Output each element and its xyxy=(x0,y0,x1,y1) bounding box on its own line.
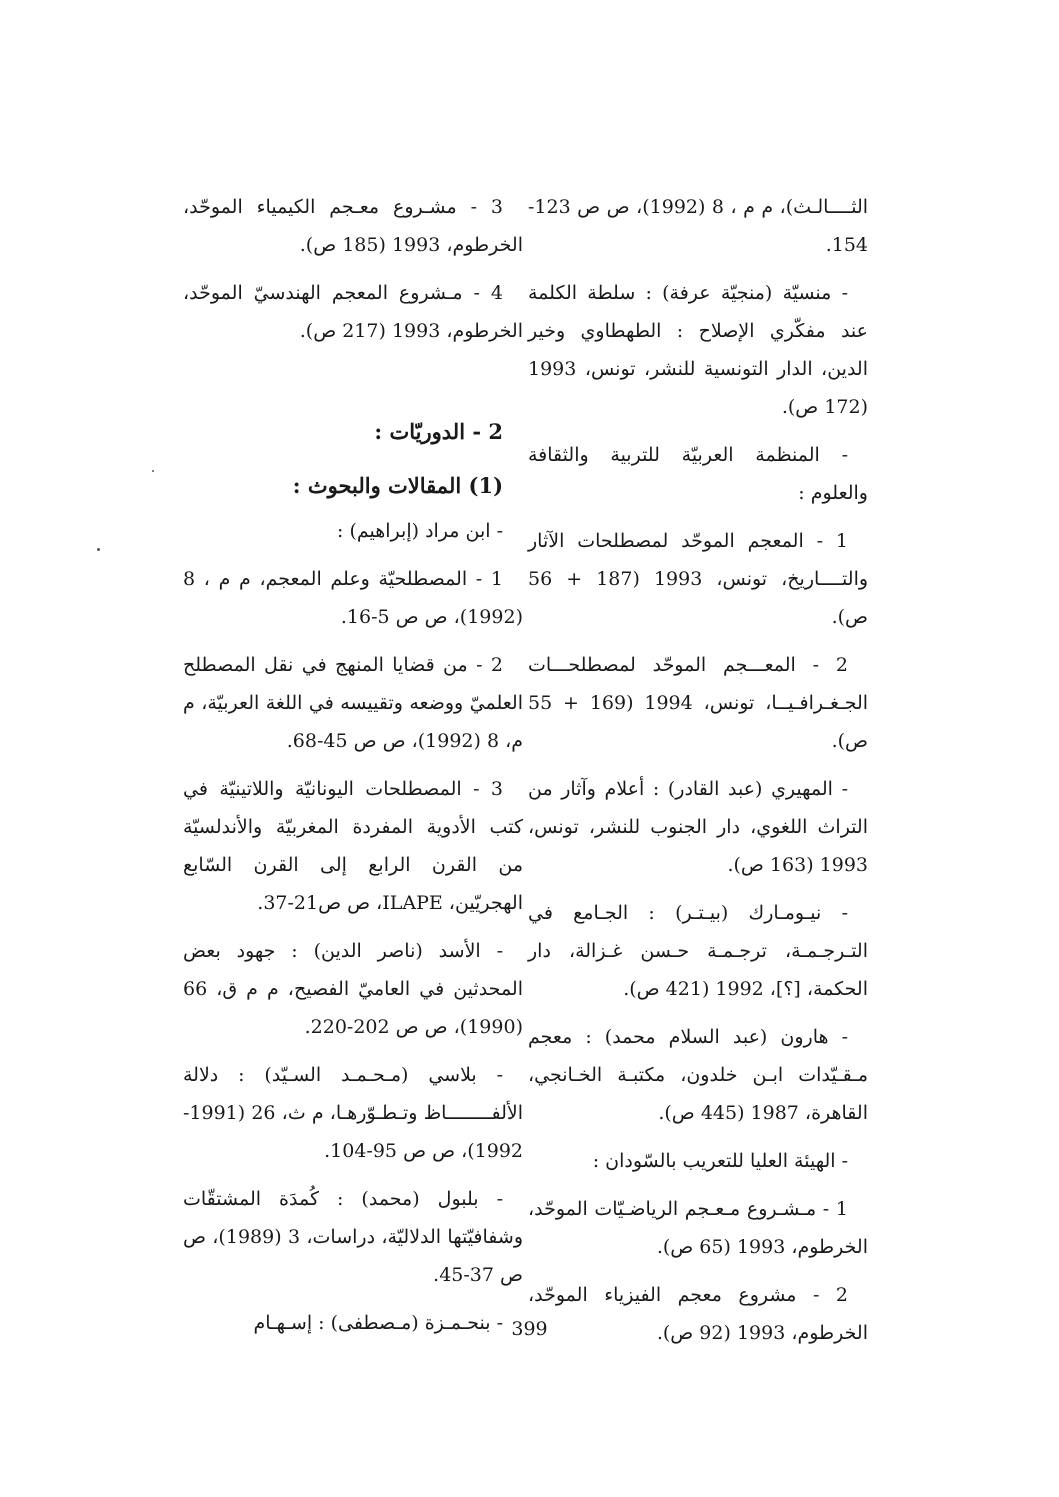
bibliography-entry: - هارون (عبد السلام محمد) : معجم مـقـيّدات ابـن خلدون، مكتبـة الخـانجي، القاهرة، 1987 (445 ص). xyxy=(528,1026,868,1124)
page-number: 399 xyxy=(511,1318,548,1340)
bibliography-entry: 2 - المعـــجم الموحّد لمصطلحـــات الجـغـرافـيــا، تونس، 1994 (169 + 55 ص). xyxy=(528,654,869,752)
bibliography-entry: - الهيئة العليا للتعريب بالسّودان : xyxy=(592,1150,848,1172)
bibliography-entry: 1 - مـشـروع مـعـجم الرياضـيّات الموحّد، الخرطوم، 1993 (65 ص). xyxy=(528,1198,868,1258)
bibliography-entry: - ابن مراد (إبراهيم) : xyxy=(337,520,503,542)
bibliography-entry: الثــــالـث)، م م ، 8 (1992)، ص ص 123-154. xyxy=(528,196,869,256)
bibliography-entry: - المهيري (عبد القادر) : أعلام وآثار من التراث اللغوي، دار الجنوب للنشر، تونس، 1993 (163 ص). xyxy=(528,778,868,876)
bibliography-entry: 3 - مشـروع معـجم الكيمياء الموحّد، الخرطوم، 1993 (185 ص). xyxy=(183,196,523,256)
bibliography-entry: - بلاسي (مـحـمـد السـيّد) : دلالة الألفــــــــاظ وتـطـوّرهـا، م ث، 26 (1991-1992)، ص ص 95-104. xyxy=(183,1064,523,1162)
bibliography-entry: 4 - مـشروع المعجم الهندسيّ الموحّد، الخرطوم، 1993 (217 ص). xyxy=(183,282,523,342)
bibliography-entry: - الأسد (ناصر الدين) : جهود بعض المحدثين في العاميّ الفصيح، م م ق، 66 (1990)، ص ص 202-220. xyxy=(183,940,523,1038)
scan-speck xyxy=(97,548,100,551)
subsection-heading: (1) المقالات والبحوث : xyxy=(292,473,503,498)
section-spacer xyxy=(183,360,523,398)
bibliography-entry: - بنحـمـزة (مـصطفى) : إسـهـام xyxy=(253,1312,503,1334)
bibliography-entry: 3 - المصطلحات اليونانيّة واللاتينيّة في كتب الأدوية المفردة المغربيّة والأندلسيّة من القرن الرابع إلى القرن السّابع الهجريّين، ILAPE، ص ص21-37. xyxy=(183,778,523,914)
bibliography-entry: 2 - مشروع معجم الفيزياء الموحّد، الخرطوم، 1993 (92 ص). xyxy=(528,1284,868,1344)
bibliography-entry: 1 - المصطلحيّة وعلم المعجم، م م ، 8 (1992)، ص ص 5-16. xyxy=(183,568,523,628)
bibliography-entry: - منسيّة (منجيّة عرفة) : سلطة الكلمة عند مفكّري الإصلاح : الطهطاوي وخير الدين، الدار التونسية للنشر، تونس، 1993 (172 ص). xyxy=(528,282,868,418)
bibliography-entry: - المنظمة العربيّة للتربية والثقافة والعلوم : xyxy=(528,444,868,504)
right-column xyxy=(528,188,868,1362)
bibliography-entry: - نيـومـارك (بيـتـر) : الجـامع في التـرجـمـة، ترجـمـة حـسن غـزالة، دار الحكمة، [؟]، 1992 (421 ص). xyxy=(528,902,868,1000)
bibliography-entry: 2 - من قضايا المنهج في نقل المصطلح العلميّ ووضعه وتقييسه في اللغة العربيّة، م م، 8 (1992)، ص ص 45-68. xyxy=(183,654,523,752)
bibliography-entry: 1 - المعجم الموحّد لمصطلحات الآثار والتــــاريخ، تونس، 1993 (187 + 56 ص). xyxy=(528,530,869,628)
bibliography-entry: - بلبول (محمد) : كُمدَة المشتقّات وشفافيّتها الدلاليّة، دراسات، 3 (1989)، ص ص 37-45. xyxy=(183,1188,524,1286)
section-heading: 2 - الدوريّات : xyxy=(374,419,503,444)
left-column xyxy=(183,188,523,1352)
scan-speck xyxy=(152,470,154,472)
